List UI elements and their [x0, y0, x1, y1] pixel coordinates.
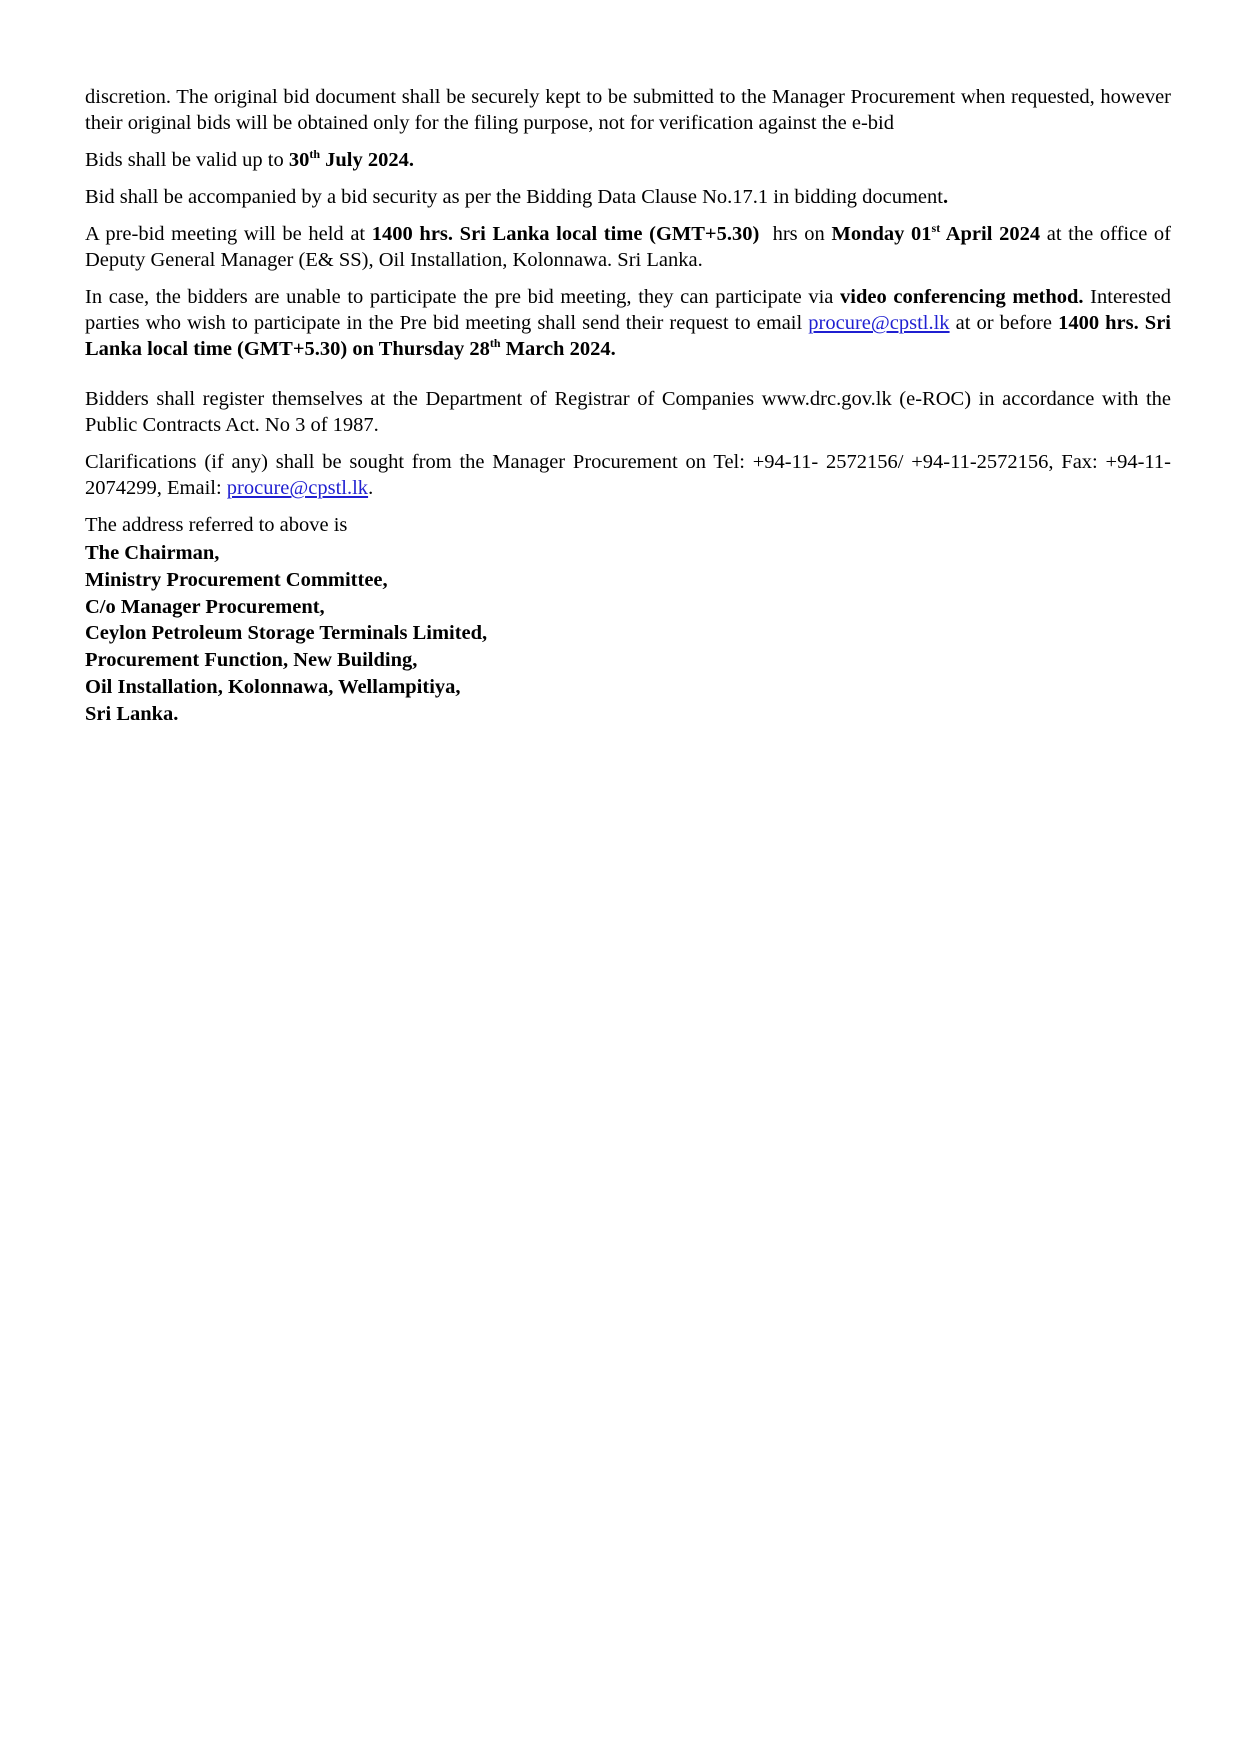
validity-day-suffix: th	[309, 147, 321, 161]
video-conference-paragraph	[85, 284, 1171, 362]
address-line: Oil Installation, Kolonnawa, Wellampitiya,	[85, 675, 461, 698]
bid-security-text: Bid shall be accompanied by a bid security as per the Bidding Data Clause No.17.1 in bidding document	[85, 186, 943, 208]
clarifications-paragraph	[85, 449, 1171, 501]
discretion-paragraph: discretion. The original bid document shall be securely kept to be submitted to the Manager Procurement when requested, however their original bids will be obtained only for the filing purpose, not for verification against the e-bid	[85, 86, 1171, 134]
address-line: C/o Manager Procurement,	[85, 595, 325, 618]
video-deadline-suffix: th	[489, 336, 501, 350]
address-line: Sri Lanka.	[85, 702, 179, 725]
pre-bid-location: at the office of Deputy General Manager (E& SS), Oil Installation, Kolonnawa. Sri Lanka.	[85, 223, 1172, 271]
document-page	[85, 84, 1171, 728]
address-line: Procurement Function, New Building,	[85, 649, 418, 672]
address-line: The Chairman,	[85, 542, 220, 564]
video-prefix: In case, the bidders are unable to participate the pre bid meeting, they can participate via	[85, 286, 841, 308]
address-block	[85, 540, 1171, 728]
clarifications-text: Clarifications (if any) shall be sought from the Manager Procurement on Tel: +94-11- 2572156/ +94-11-2572156, Fax: +94-11-2074299, Email:	[85, 451, 1171, 499]
pre-bid-meeting-paragraph	[85, 221, 1171, 273]
clarifications-end: .	[368, 477, 374, 499]
pre-bid-time: 1400 hrs. Sri Lanka local time (GMT+5.30)	[371, 223, 760, 245]
pre-bid-prefix: A pre-bid meeting will be held at	[85, 223, 372, 245]
clarifications-email-link[interactable]: procure@cpstl.lk	[226, 477, 369, 499]
address-line: Ministry Procurement Committee,	[85, 568, 388, 591]
pre-bid-date-suffix: st	[931, 221, 941, 235]
address-line: Ceylon Petroleum Storage Terminals Limited,	[85, 622, 488, 645]
validity-date	[289, 149, 414, 171]
video-deadline-month: March 2024.	[500, 338, 616, 360]
pre-bid-date-day: Monday 01	[831, 223, 932, 245]
bid-security-paragraph	[85, 184, 1171, 210]
pre-bid-middle: hrs on	[759, 223, 832, 245]
video-method: video conferencing method.	[840, 286, 1084, 308]
address-intro: The address referred to above is	[85, 514, 348, 536]
registration-paragraph: Bidders shall register themselves at the Department of Registrar of Companies www.drc.gov.lk (e-ROC) in accordance with the Public Contracts Act. No 3 of 1987.	[85, 388, 1171, 436]
pre-bid-date	[831, 223, 1040, 245]
validity-prefix: Bids shall be valid up to	[85, 149, 289, 171]
video-deadline-time: 1400 hrs. Sri Lanka local time (GMT+5.30) on Thursday 28	[85, 312, 1171, 360]
video-mid: at or before	[949, 312, 1059, 334]
pre-bid-date-month: April 2024	[940, 223, 1041, 245]
bid-validity-paragraph	[85, 147, 1171, 173]
procurement-email-link[interactable]: procure@cpstl.lk	[808, 312, 950, 334]
validity-month-year: July 2024.	[320, 149, 415, 171]
video-request-text: Interested parties who wish to participate in the Pre bid meeting shall send their request to email	[85, 286, 1171, 334]
bid-security-period: .	[942, 186, 949, 208]
validity-day: 30	[288, 149, 310, 171]
